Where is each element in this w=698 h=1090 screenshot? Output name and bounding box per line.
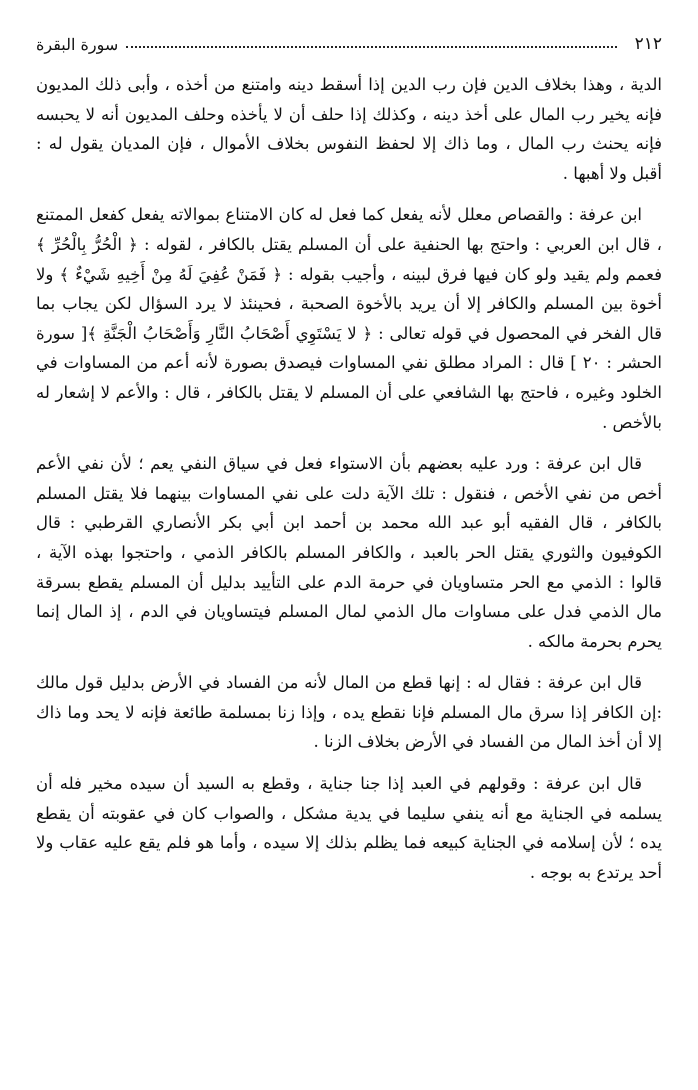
- page-number: ٢١٢: [634, 34, 662, 54]
- paragraph: قال ابن عرفة : فقال له : إنها قطع من المال لأنه من الفساد في الأرض بدليل قول مالك :إن الكافر إذا سرق مال المسلم فإنا نقطع يده ، وإذا زنا بمسلمة طائعة فإنه لا يحد وما ذاك إلا أن أخذ المال من الفساد في الأرض بخلاف الزنا .: [36, 673, 662, 752]
- paragraph: الدية ، وهذا بخلاف الدين فإن رب الدين إذا أسقط دينه وامتنع من أخذه ، وأبى ذلك المديون فإنه يخير رب المال على أخذ دينه ، وكذلك إذا حلف أن لا يأخذه وحلف المديون أنه لا يحبسه فإنه يحنث رب المال ، وما ذاك إلا لحفظ النفوس بخلاف الأموال ، فإن المديان يقول له : أقبل ولا أهبها .: [36, 75, 662, 183]
- page-body: [36, 70, 662, 899]
- surah-title: سورة البقرة: [36, 34, 119, 54]
- header-divider: [126, 46, 616, 48]
- page-header: [36, 30, 662, 58]
- paragraph: قال ابن عرفة : وقولهم في العبد إذا جنا جناية ، وقطع به السيد أن سيده مخير فله أن يسلمه في الجناية مع أنه ينفي سليما في يدية مشكل ، والصواب كان في عقوبته أن يقطع يده ؛ لأن إسلامه في الجناية كبيعه فما يظلم بذلك إلا سيده ، وأما هو فلم يقع عليه عقاب ولا أحد يرتدع به بوجه .: [36, 774, 662, 882]
- paragraph: ابن عرفة : والقصاص معلل لأنه يفعل كما فعل له كان الامتناع بموالاته يفعل كفعل الممتنع ، قال ابن العربي : واحتج بها الحنفية على أن المسلم يقتل بالكافر ، لقوله : ﴿ الْحُرُّ بِالْحُرِّ ﴾ فعمم ولم يقيد ولو كان فيها فرق لبينه ، وأجيب بقوله : ﴿ فَمَنْ عُفِيَ لَهُ مِنْ أَخِيهِ شَيْءٌ ﴾ ولا أخوة بين المسلم والكافر إلا أن يريد بالأخوة الصحبة ، فحينئذ لا يرد السؤال لكن يجاب بما قال الفخر في المحصول في قوله تعالى : ﴿ لا يَسْتَوِي أَصْحَابُ النَّارِ وَأَصْحَابُ الْجَنَّةِ ﴾[ سورة الحشر : ٢٠ ] قال : المراد مطلق نفي المساوات فيصدق بصورة لأنه أعم من المساوات في الخلود وغيره ، فاحتج بها الشافعي على أن المسلم لا يقتل بالكافر ، قال : والأعم لا إشعار له بالأخص .: [36, 205, 662, 432]
- paragraph: قال ابن عرفة : ورد عليه بعضهم بأن الاستواء فعل في سياق النفي يعم ؛ لأن نفي الأعم أخص من نفي الأخص ، فنقول : تلك الآية دلت على نفي المساوات بينهما فلا يقتل المسلم بالكافر ، قال الفقيه أبو عبد الله محمد بن أحمد ابن أبي بكر الأنصاري القرطبي : قال الكوفيون والثوري يقتل الحر بالعبد ، والكافر المسلم بالكافر الذمي ، واحتجوا بهذه الآية ، قالوا : الذمي مع الحر متساويان في حرمة الدم على التأييد بدليل أن المسلم يقطع بسرقة مال الذمي فدل على مساوات مال الذمي لمال المسلم فيتساويان في الدم ، إذ المال إنما يحرم بحرمة مالكه .: [36, 454, 662, 651]
